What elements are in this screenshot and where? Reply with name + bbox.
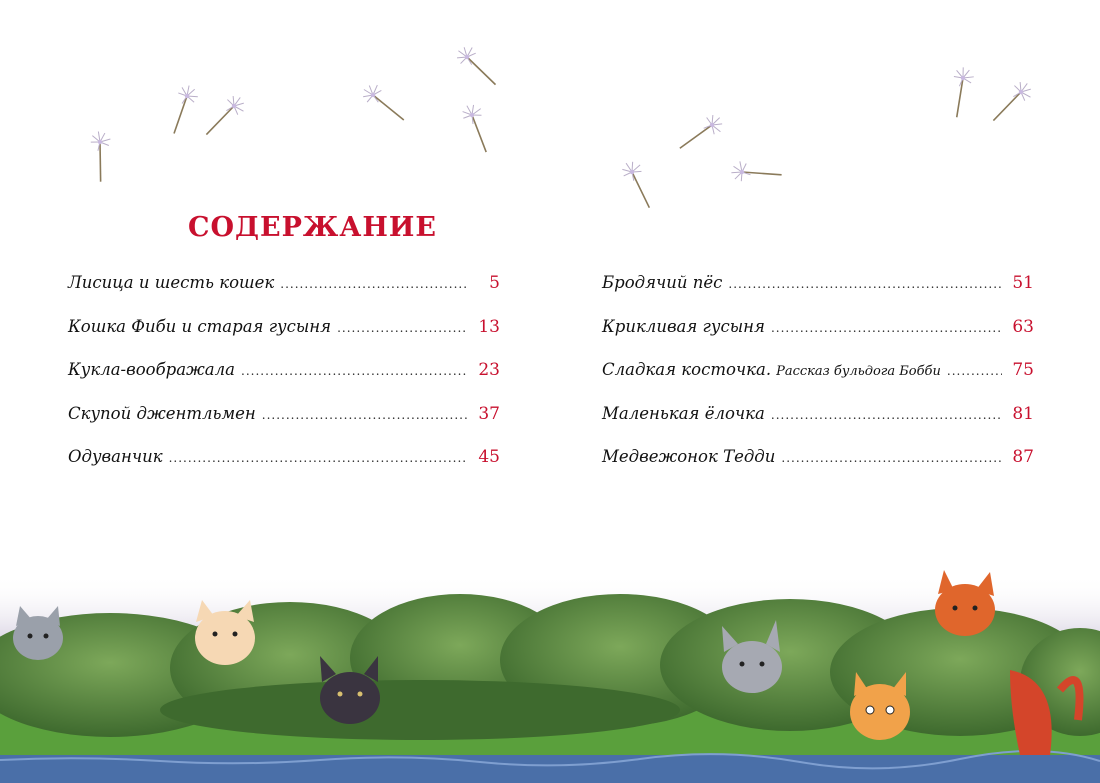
toc-leader-dots (280, 277, 468, 291)
toc-entry-page: 81 (1012, 403, 1034, 424)
toc-entry-title: Кукла-воображала (68, 360, 235, 379)
toc-entry-title: Крикливая гусыня (602, 316, 765, 336)
toc-entry-title (602, 360, 941, 379)
toc-entry-title: Бродячий пёс (602, 273, 723, 292)
toc-entry[interactable] (602, 447, 1034, 491)
toc-entry[interactable] (68, 360, 500, 404)
dandelion-seeds-illustration (0, 0, 1100, 260)
dandelion-seed-icon (990, 81, 1033, 120)
dandelion-seed-icon (203, 95, 246, 134)
contents-heading: СОДЕРЖАНИЕ (188, 212, 437, 243)
dandelion-seed-icon (615, 160, 660, 208)
toc-entry[interactable] (602, 317, 1034, 361)
toc-entry-title: Одуванчик (68, 447, 163, 466)
dandelion-seed-icon (361, 81, 403, 127)
toc-entry-title-text: Сладкая косточка. (602, 360, 772, 379)
toc-entry-title: Маленькая ёлочка (602, 403, 765, 423)
toc-leader-dots (771, 408, 1002, 422)
toc-leader-dots (781, 451, 1002, 465)
toc-entry-title: Медвежонок Тедди (602, 447, 776, 466)
toc-entry[interactable] (602, 360, 1034, 404)
toc-right-column (602, 273, 1034, 491)
toc-left-column (68, 273, 500, 491)
dandelion-seed-icon (73, 128, 126, 182)
dandelion-seed-icon (728, 147, 782, 201)
toc-entry[interactable] (68, 317, 500, 361)
toc-leader-dots (262, 408, 468, 422)
toc-entry-page: 37 (478, 403, 500, 424)
toc-entry-page: 23 (478, 360, 500, 380)
toc-entry-page: 87 (1012, 447, 1034, 467)
toc-entry-page: 5 (489, 273, 500, 293)
toc-entry-page: 63 (1012, 316, 1034, 337)
toc-entry[interactable] (602, 273, 1034, 317)
toc-leader-dots (947, 364, 1002, 378)
toc-entry-page: 75 (1012, 360, 1034, 380)
toc-entry-title: Кошка Фиби и старая гусыня (68, 316, 332, 336)
toc-leader-dots (169, 451, 468, 465)
dandelion-seed-icon (456, 45, 495, 88)
dandelion-seed-icon (156, 82, 209, 133)
toc-entry-page: 51 (1012, 273, 1034, 293)
toc-entry-page: 13 (478, 316, 500, 337)
toc-entry[interactable] (602, 404, 1034, 448)
toc-entry[interactable] (68, 404, 500, 448)
toc-entry-subtitle: Рассказ бульдога Бобби (776, 364, 941, 379)
water (0, 755, 1100, 783)
toc-entry-page: 45 (478, 447, 500, 467)
toc-leader-dots (337, 321, 468, 335)
toc-entry-title: Лисица и шесть кошек (68, 273, 275, 292)
dandelion-seed-icon (452, 102, 500, 152)
toc-leader-dots (771, 321, 1002, 335)
dandelion-seed-icon (934, 64, 988, 117)
toc-entry-title: Скупой джентльмен (68, 403, 256, 423)
toc-entry[interactable] (68, 273, 500, 317)
toc-leader-dots (728, 277, 1002, 291)
dandelion-seed-icon (680, 112, 723, 151)
toc-leader-dots (241, 364, 468, 378)
cats-in-bushes-illustration (0, 560, 1100, 783)
toc-entry[interactable] (68, 447, 500, 491)
